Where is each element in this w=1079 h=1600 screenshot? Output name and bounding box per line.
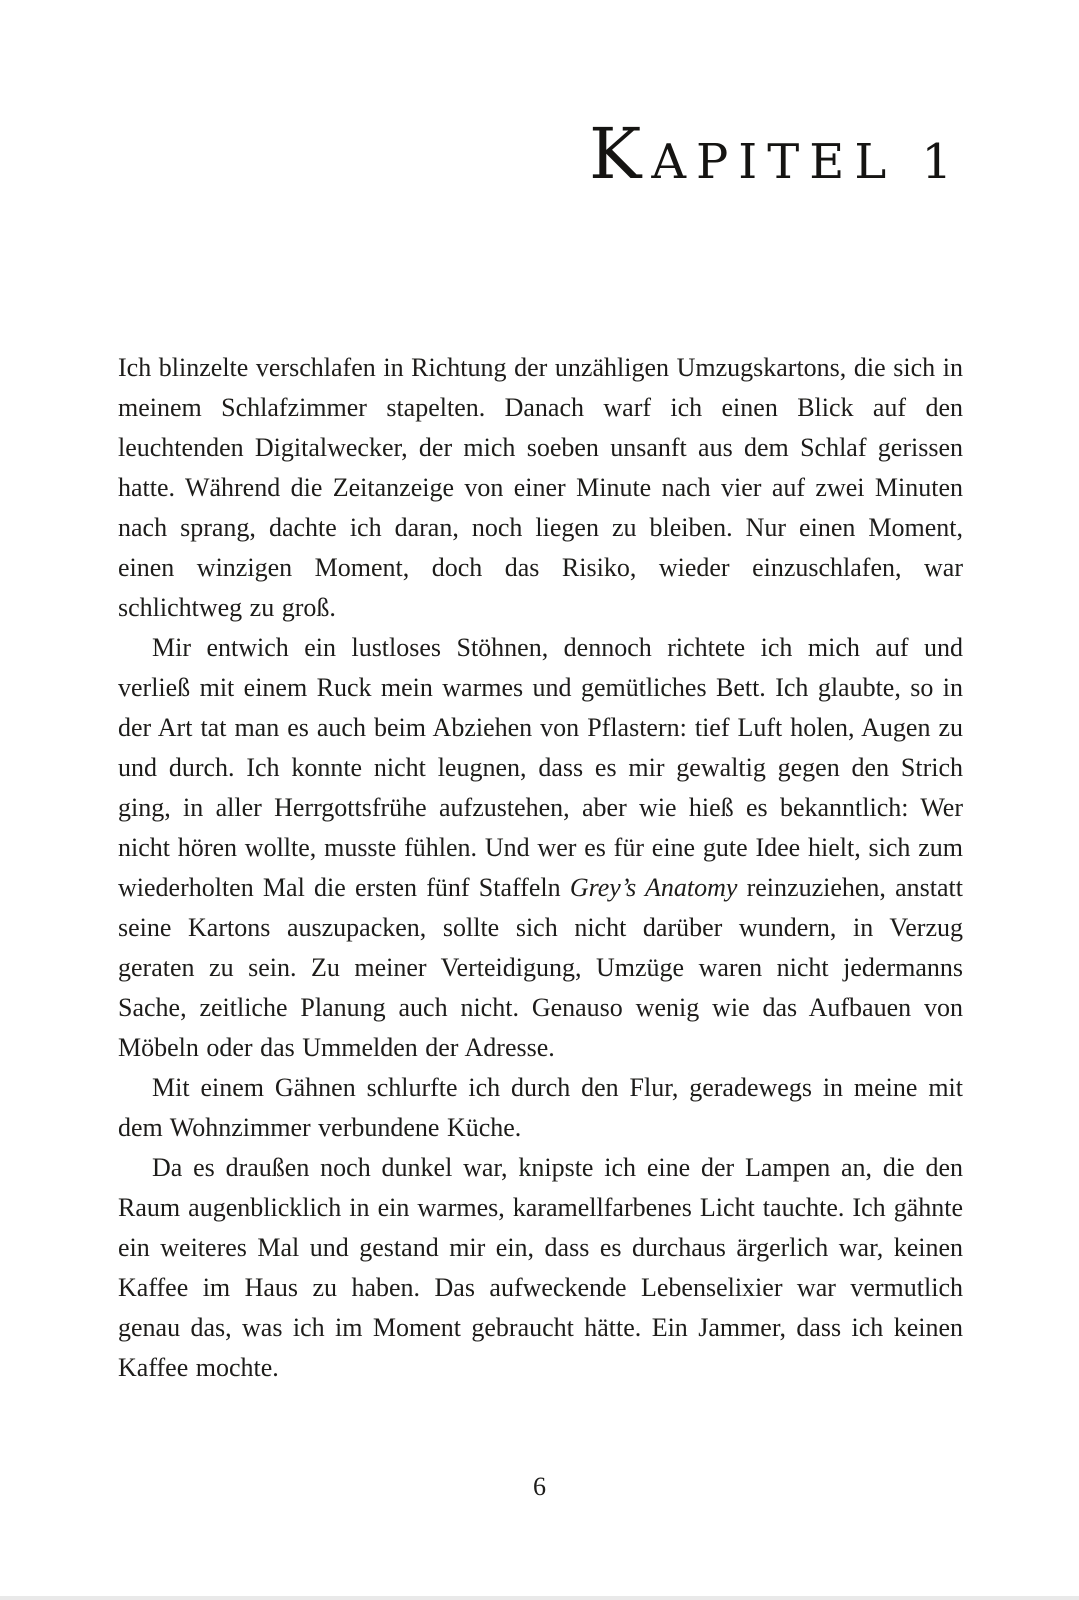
chapter-heading: KAPITEL 1 [589, 113, 962, 195]
paragraph-2 [118, 628, 963, 1068]
paragraph-2-text-before: Mir entwich ein lustloses Stöhnen, dennoch richtete ich mich auf und verließ mit einem Ruck mein warmes und gemütliches Bett. Ich glaubte, so in der Art tat man es auch beim Abziehen von Pflastern: tief Luft holen, Augen zu und durch. Ich konnte nicht leugnen, dass es mir gewaltig gegen den Strich ging, in aller Herrgottsfrühe aufzustehen, aber wie hieß es bekanntlich: Wer nicht hören wollte, musste fühlen. Und wer es für eine gute Idee hielt, sich zum wiederholten Mal die ersten fünf Staffeln [118, 633, 963, 902]
paragraph-4: Da es draußen noch dunkel war, knipste ich eine der Lampen an, die den Raum augenblicklich in ein warmes, karamellfarbenes Licht tauchte. Ich gähnte ein weiteres Mal und gestand mir ein, dass es durchaus ärgerlich war, keinen Kaffee im Haus zu haben. Das aufweckende Lebenselixier war vermutlich genau das, was ich im Moment gebraucht hätte. Ein Jammer, dass ich keinen Kaffee mochte. [118, 1153, 963, 1382]
paragraph-2-text-after: reinzuziehen, anstatt seine Kartons auszupacken, sollte sich nicht darüber wundern, in Verzug geraten zu sein. Zu meiner Verteidigung, Umzüge waren nicht jedermanns Sache, zeitliche Planung auch nicht. Genauso wenig wie das Aufbauen von Möbeln oder das Ummelden der Adresse. [118, 873, 963, 1062]
paragraph-3: Mit einem Gähnen schlurfte ich durch den Flur, geradewegs in meine mit dem Wohnzimmer verbundene Küche. [118, 1073, 963, 1142]
book-title-italic: Grey’s Anatomy [569, 873, 738, 902]
paragraph-1: Ich blinzelte verschlafen in Richtung der unzähligen Umzugskartons, die sich in meinem Schlafzimmer stapelten. Danach warf ich einen Blick auf den leuchtenden Digitalwecker, der mich soeben unsanft aus dem Schlaf gerissen hatte. Während die Zeitanzeige von einer Minute nach vier auf zwei Minuten nach sprang, dachte ich daran, noch liegen zu bleiben. Nur einen Moment, einen winzigen Moment, doch das Risiko, wieder einzuschlafen, war schlichtweg zu groß. [118, 353, 963, 622]
page-number: 6 [533, 1472, 546, 1501]
body-text [118, 348, 963, 1388]
